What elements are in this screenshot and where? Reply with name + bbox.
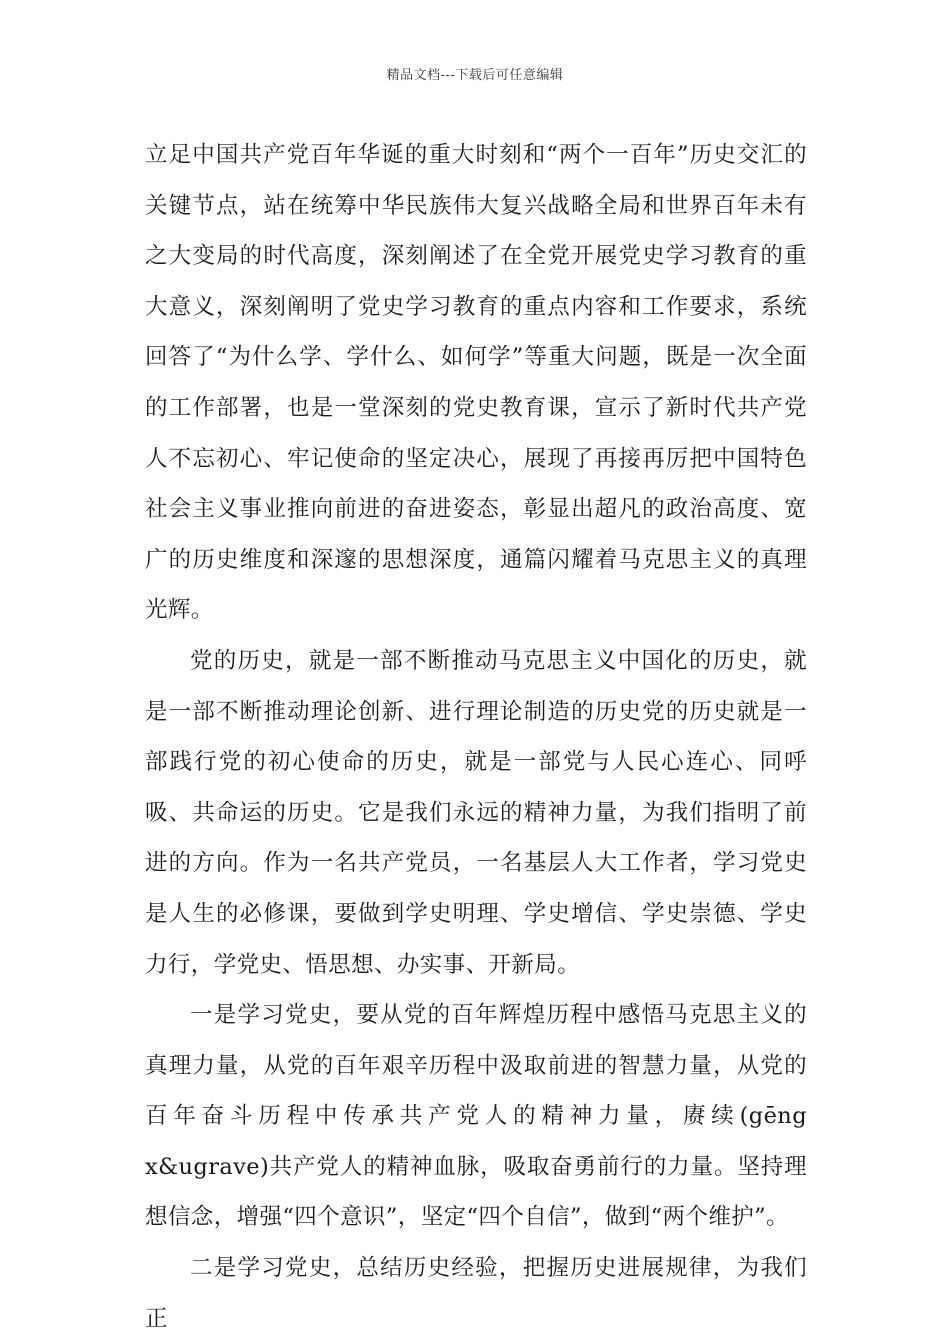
paragraph-2: 党的历史，就是一部不断推动马克思主义中国化的历史，就是一部不断推动理论创新、进行理论制造的历史党的历史就是一部践行党的初心使命的历史，就是一部党与人民心连心、同呼吸、共命运的历史。它是我们永远的精神力量，为我们指明了前进的方向。作为一名共产党员，一名基层人大工作者，学习党史是人生的必修课，要做到学史明理、学史增信、学史崇德、学史力行，学党史、悟思想、办实事、开新局。 [145,647,807,978]
paragraph-3: 一是学习党史，要从党的百年辉煌历程中感悟马克思主义的真理力量，从党的百年艰辛历程中汲取前进的智慧力量，从党的百年奋斗历程中传承共产党人的精神力量，赓续(gēng x&ugrave)共产党人的精神血脉，吸取奋勇前行的力量。坚持理想信念，增强“四个意识”，坚定“四个自信”，做到“两个维护”。 [145,1002,807,1231]
document-body [145,130,807,1344]
paragraph-1: 立足中国共产党百年华诞的重大时刻和“两个一百年”历史交汇的关键节点，站在统筹中华民族伟大复兴战略全局和世界百年未有之大变局的时代高度，深刻阐述了在全党开展党史学习教育的重大意义，深刻阐明了党史学习教育的重点内容和工作要求，系统回答了“为什么学、学什么、如何学”等重大问题，既是一次全面的工作部署，也是一堂深刻的党史教育课，宣示了新时代共产党人不忘初心、牢记使命的坚定决心，展现了再接再厉把中国特色社会主义事业推向前进的奋进姿态，彰显出超凡的政治高度、宽广的历史维度和深邃的思想深度，通篇闪耀着马克思主义的真理光辉。 [145,142,807,624]
page-header: 精品文档---下载后可任意编辑 [386,68,564,83]
paragraph-4: 二是学习党史，总结历史经验，把握历史进展规律，为我们正 [145,1255,807,1332]
